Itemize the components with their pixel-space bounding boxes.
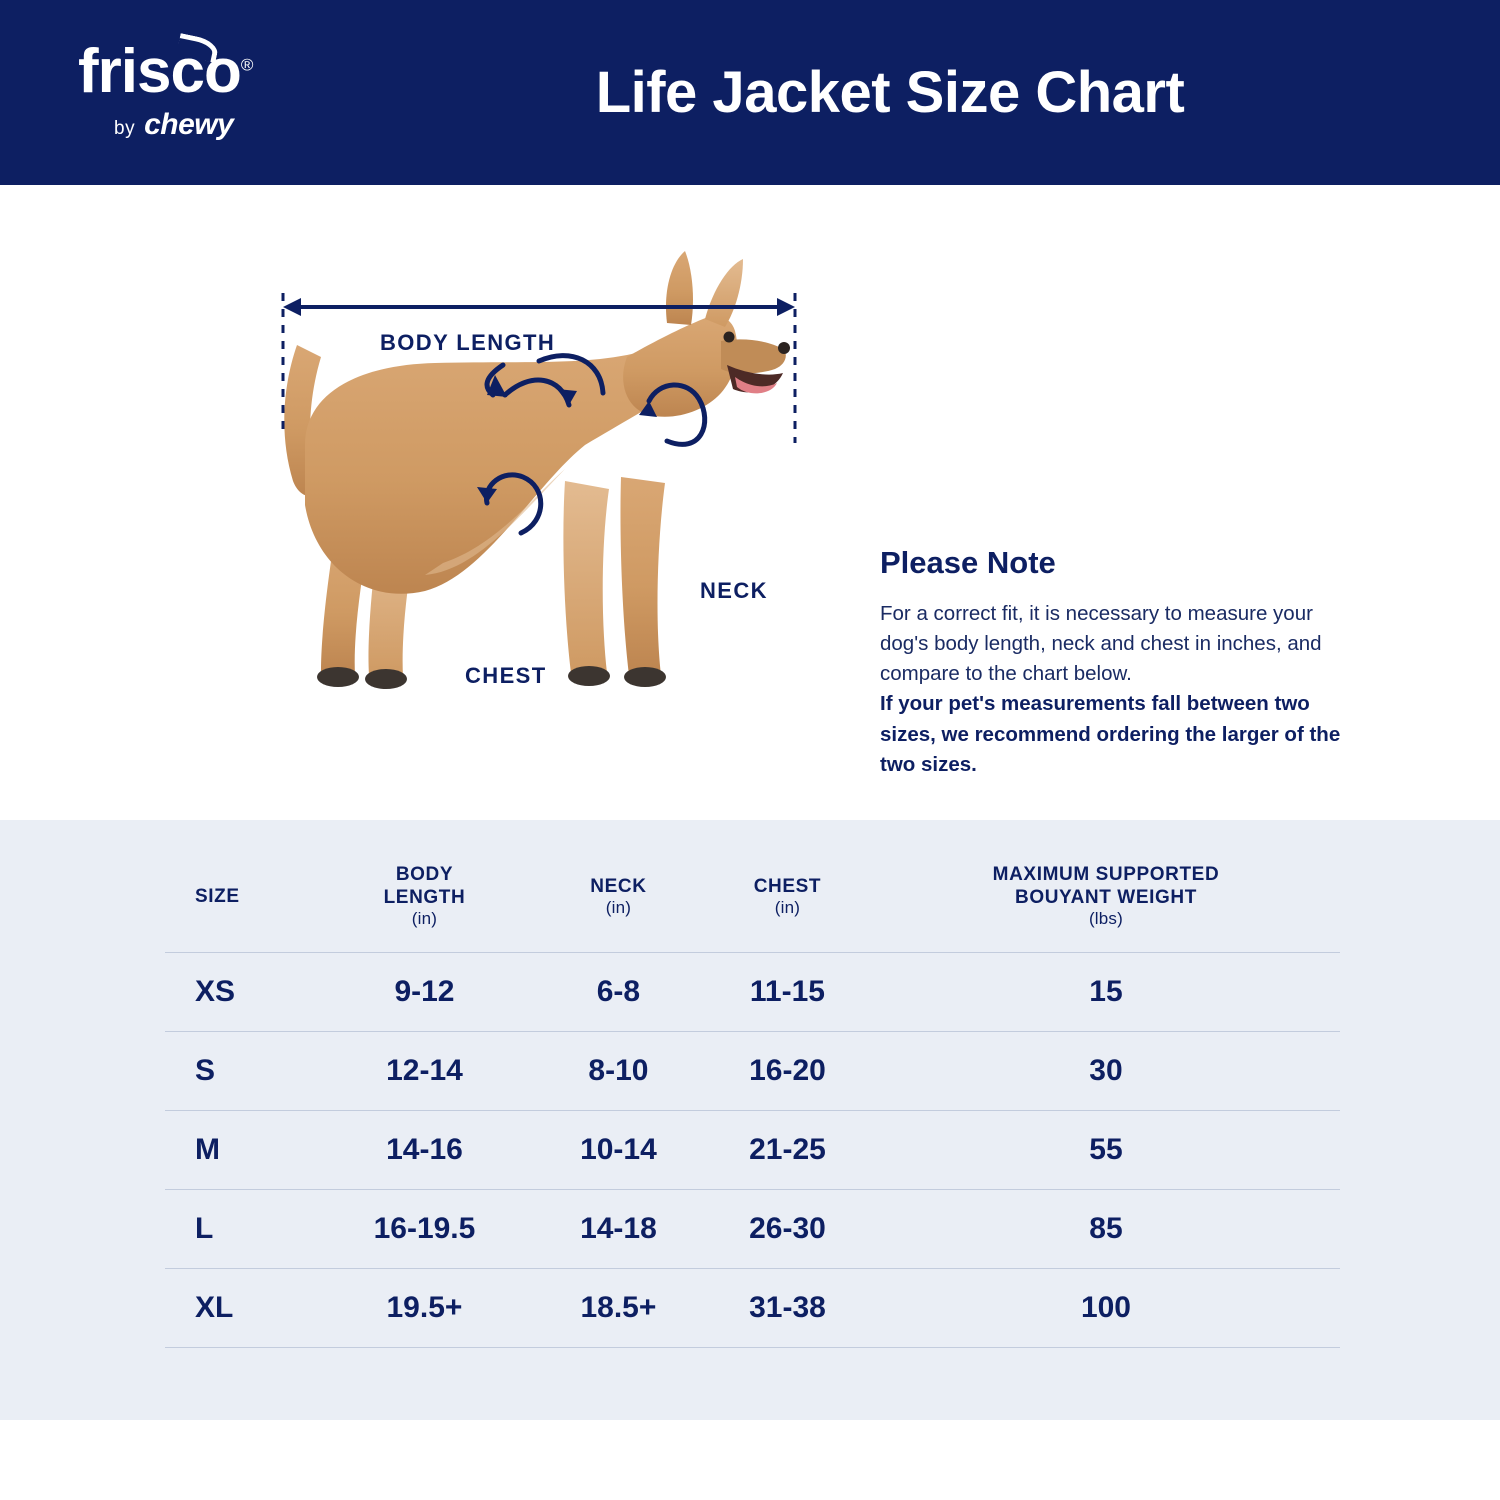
brand-logo <box>0 37 430 142</box>
dog-diagram <box>235 245 855 745</box>
dog-head <box>623 316 737 416</box>
dog-nose <box>778 342 790 354</box>
table-row <box>165 1269 1340 1348</box>
cell-body-length: 19.5+ <box>315 1269 534 1348</box>
cell-weight: 15 <box>872 953 1340 1032</box>
cell-weight: 30 <box>872 1032 1340 1111</box>
cell-weight: 55 <box>872 1111 1340 1190</box>
note-body-emphasis: If your pet's measurements fall between two sizes, we recommend ordering the larger of the two sizes. <box>880 692 1341 776</box>
dog-eye <box>724 332 735 343</box>
body-length-arrowhead-right <box>777 298 795 316</box>
cell-neck: 10-14 <box>534 1111 703 1190</box>
logo-chewy-label: chewy <box>144 107 234 141</box>
cell-chest: 26-30 <box>703 1190 872 1269</box>
dog-paw-4 <box>624 667 666 687</box>
registered-trademark-icon: ® <box>240 55 253 75</box>
table-body <box>165 953 1340 1348</box>
cell-neck: 6-8 <box>534 953 703 1032</box>
cell-body-length: 14-16 <box>315 1111 534 1190</box>
page-title: Life Jacket Size Chart <box>595 60 1185 125</box>
bottom-strip <box>0 1420 1500 1500</box>
body-length-arrowhead-left <box>283 298 301 316</box>
table-row <box>165 953 1340 1032</box>
cell-chest: 16-20 <box>703 1032 872 1111</box>
cell-chest: 11-15 <box>703 953 872 1032</box>
cell-body-length: 12-14 <box>315 1032 534 1111</box>
th-chest <box>703 845 872 953</box>
cell-neck: 18.5+ <box>534 1269 703 1348</box>
label-chest: CHEST <box>465 663 547 688</box>
cell-chest: 21-25 <box>703 1111 872 1190</box>
cell-size: XS <box>165 953 315 1032</box>
table-row <box>165 1190 1340 1269</box>
th-body-length-unit: (in) <box>411 909 438 929</box>
table-row <box>165 1032 1340 1111</box>
size-table-section <box>0 820 1500 1420</box>
th-size: SIZE <box>195 885 240 907</box>
label-body-length: BODY LENGTH <box>380 330 556 355</box>
dog-front-leg-near <box>563 481 609 673</box>
th-neck <box>534 845 703 953</box>
please-note-block <box>880 545 1350 780</box>
size-table <box>165 845 1340 1348</box>
th-weight-line2: BOUYANT WEIGHT <box>1015 887 1197 909</box>
dog-front-leg-far <box>620 477 665 675</box>
th-weight-line1: MAXIMUM SUPPORTED <box>992 864 1220 885</box>
page-header <box>0 0 1500 185</box>
th-weight <box>872 845 1340 953</box>
cell-neck: 14-18 <box>534 1190 703 1269</box>
label-neck: NECK <box>700 578 768 603</box>
table-head <box>165 845 1340 953</box>
th-neck-label: NECK <box>590 875 647 897</box>
th-neck-unit: (in) <box>605 897 632 917</box>
th-body-length <box>315 845 534 953</box>
cell-size: S <box>165 1032 315 1111</box>
cell-size: XL <box>165 1269 315 1348</box>
cell-body-length: 16-19.5 <box>315 1190 534 1269</box>
dog-paw-3 <box>568 666 610 686</box>
cell-weight: 85 <box>872 1190 1340 1269</box>
cell-body-length: 9-12 <box>315 953 534 1032</box>
cell-neck: 8-10 <box>534 1032 703 1111</box>
th-body-length-line1: BODY <box>395 864 454 885</box>
logo-sub <box>78 108 233 142</box>
table-header-row <box>165 845 1340 953</box>
cell-size: M <box>165 1111 315 1190</box>
logo-wordmark-text: frisco <box>78 37 241 107</box>
illustration-section <box>0 185 1500 820</box>
note-body: For a correct fit, it is necessary to measure your dog's body length, neck and chest in inches, and compare to the chart below. <box>880 602 1322 686</box>
dog-ear-left <box>666 251 693 325</box>
logo-wordmark <box>78 37 253 107</box>
table-row <box>165 1111 1340 1190</box>
dog-ear-right <box>705 259 743 327</box>
cell-chest: 31-38 <box>703 1269 872 1348</box>
th-chest-unit: (in) <box>774 897 801 917</box>
cell-size: L <box>165 1190 315 1269</box>
th-body-length-line2: LENGTH <box>383 887 466 909</box>
th-chest-label: CHEST <box>753 875 822 897</box>
dog-paw-2 <box>365 669 407 689</box>
th-weight-unit: (lbs) <box>1088 909 1123 929</box>
cell-weight: 100 <box>872 1269 1340 1348</box>
logo-by-label: by <box>114 117 136 139</box>
dog-paw-1 <box>317 667 359 687</box>
note-title: Please Note <box>880 545 1056 580</box>
